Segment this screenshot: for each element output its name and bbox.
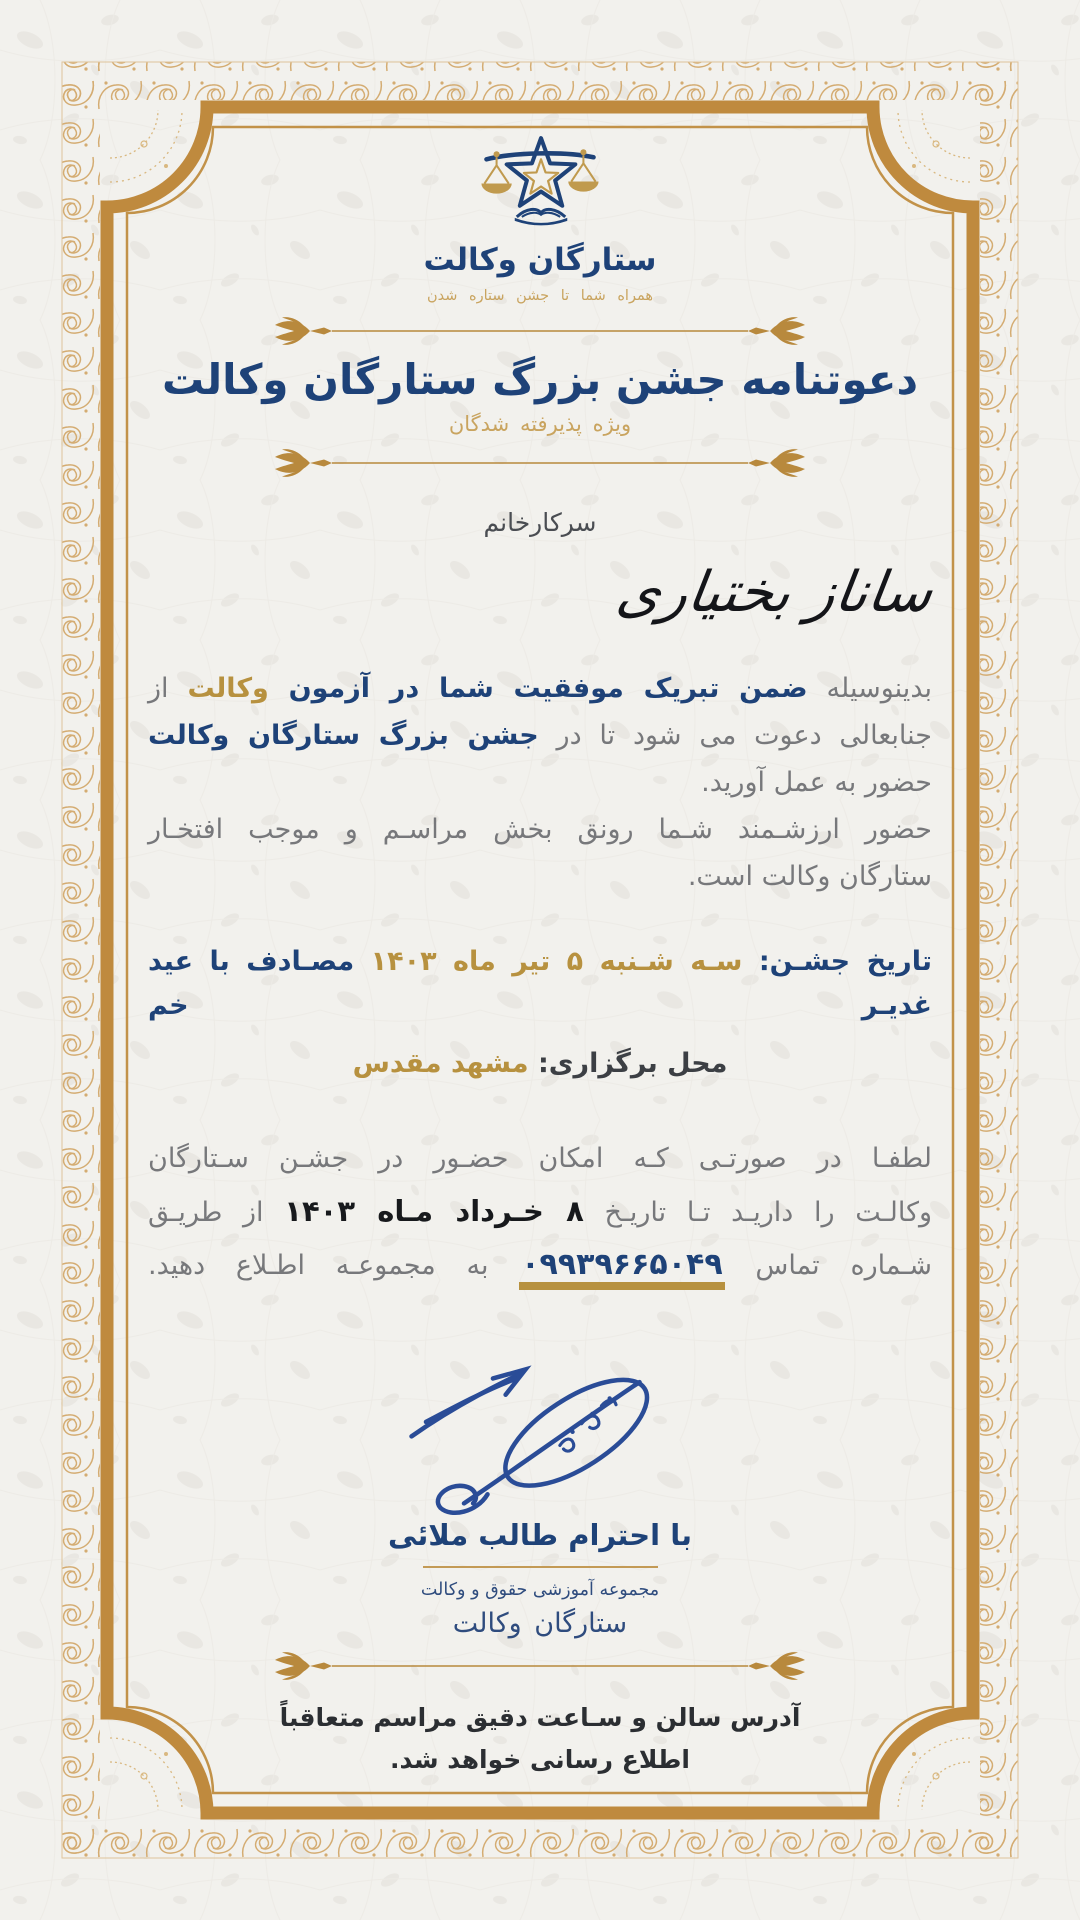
page-title: دعوتنامه جشن بزرگ ستارگان وکالت <box>161 355 919 404</box>
footer-note <box>148 1697 932 1781</box>
invitation-paragraph <box>148 665 932 900</box>
org-subtitle: مجموعه آموزشی حقوق و وکالت <box>420 1580 660 1600</box>
ornament-divider-top <box>270 316 810 346</box>
footer-note-line: اطلاع رسانی خواهد شد. <box>390 1745 690 1774</box>
brand-tagline: همراه شما تا جشن ستاره شدن <box>427 288 653 304</box>
org-name: ستارگان وکالت <box>452 1608 628 1639</box>
salutation: سرکارخانم <box>483 508 597 537</box>
venue-line: محل برگزاری: مشهد مقدس <box>352 1048 728 1079</box>
invitation-line: جنابعالی دعوت می شود تا در جشن بزرگ ستارگان وکالت <box>148 720 932 751</box>
recipient-name: ساناز بختیاری <box>612 560 937 625</box>
invitation-line: ستارگان وکالت است. <box>687 861 932 892</box>
rsvp-line: وکالـت را داریـد تـا تاریـخ ۸ خـرداد مـاه ۱۴۰۳ از طریـق <box>148 1194 932 1228</box>
star-scales-logo-icon <box>474 128 606 232</box>
event-details <box>148 940 932 1086</box>
signer-name: با احترام طالب ملائی <box>388 1518 692 1552</box>
footer-note-line: آدرس سالن و سـاعت دقیق مراسم متعاقباً <box>279 1703 801 1732</box>
event-date-line: تاریخ جشـن: سـه شـنبه ۵ تیر ماه ۱۴۰۳ مصـادف با عید غدیـر خم <box>148 946 933 1021</box>
book <box>515 209 568 225</box>
invitation-line: حضور به عمل آورید. <box>701 767 932 798</box>
rsvp-paragraph <box>148 1132 932 1292</box>
rsvp-line: شـماره تماس ۰۹۹۳۹۶۶۵۰۴۹ به مجموعـه اطـلاع دهید. <box>148 1239 932 1292</box>
invitation-line: حضور ارزشـمند شـما رونق بخش مراسـم و موجب افتخـار <box>148 814 932 845</box>
rsvp-line: لطفـا در صورتـی کـه امکان حضـور در جشـن سـتارگان <box>148 1143 932 1174</box>
audience-subtitle: ویژه پذیرفته شدگان <box>448 412 632 436</box>
phone-number-link[interactable]: ۰۹۹۳۹۶۶۵۰۴۹ <box>519 1248 724 1290</box>
invitation-line: بدینوسیله ضمن تبریک موفقیت شما در آزمون وکالت از <box>148 673 933 704</box>
brand-title: ستارگان وکالت <box>423 242 657 278</box>
ornament-divider-middle <box>270 448 810 478</box>
signature-image <box>375 1326 705 1516</box>
ornament-divider-bottom <box>270 1651 810 1681</box>
card-content <box>148 122 937 1781</box>
signature-rule <box>423 1566 658 1568</box>
